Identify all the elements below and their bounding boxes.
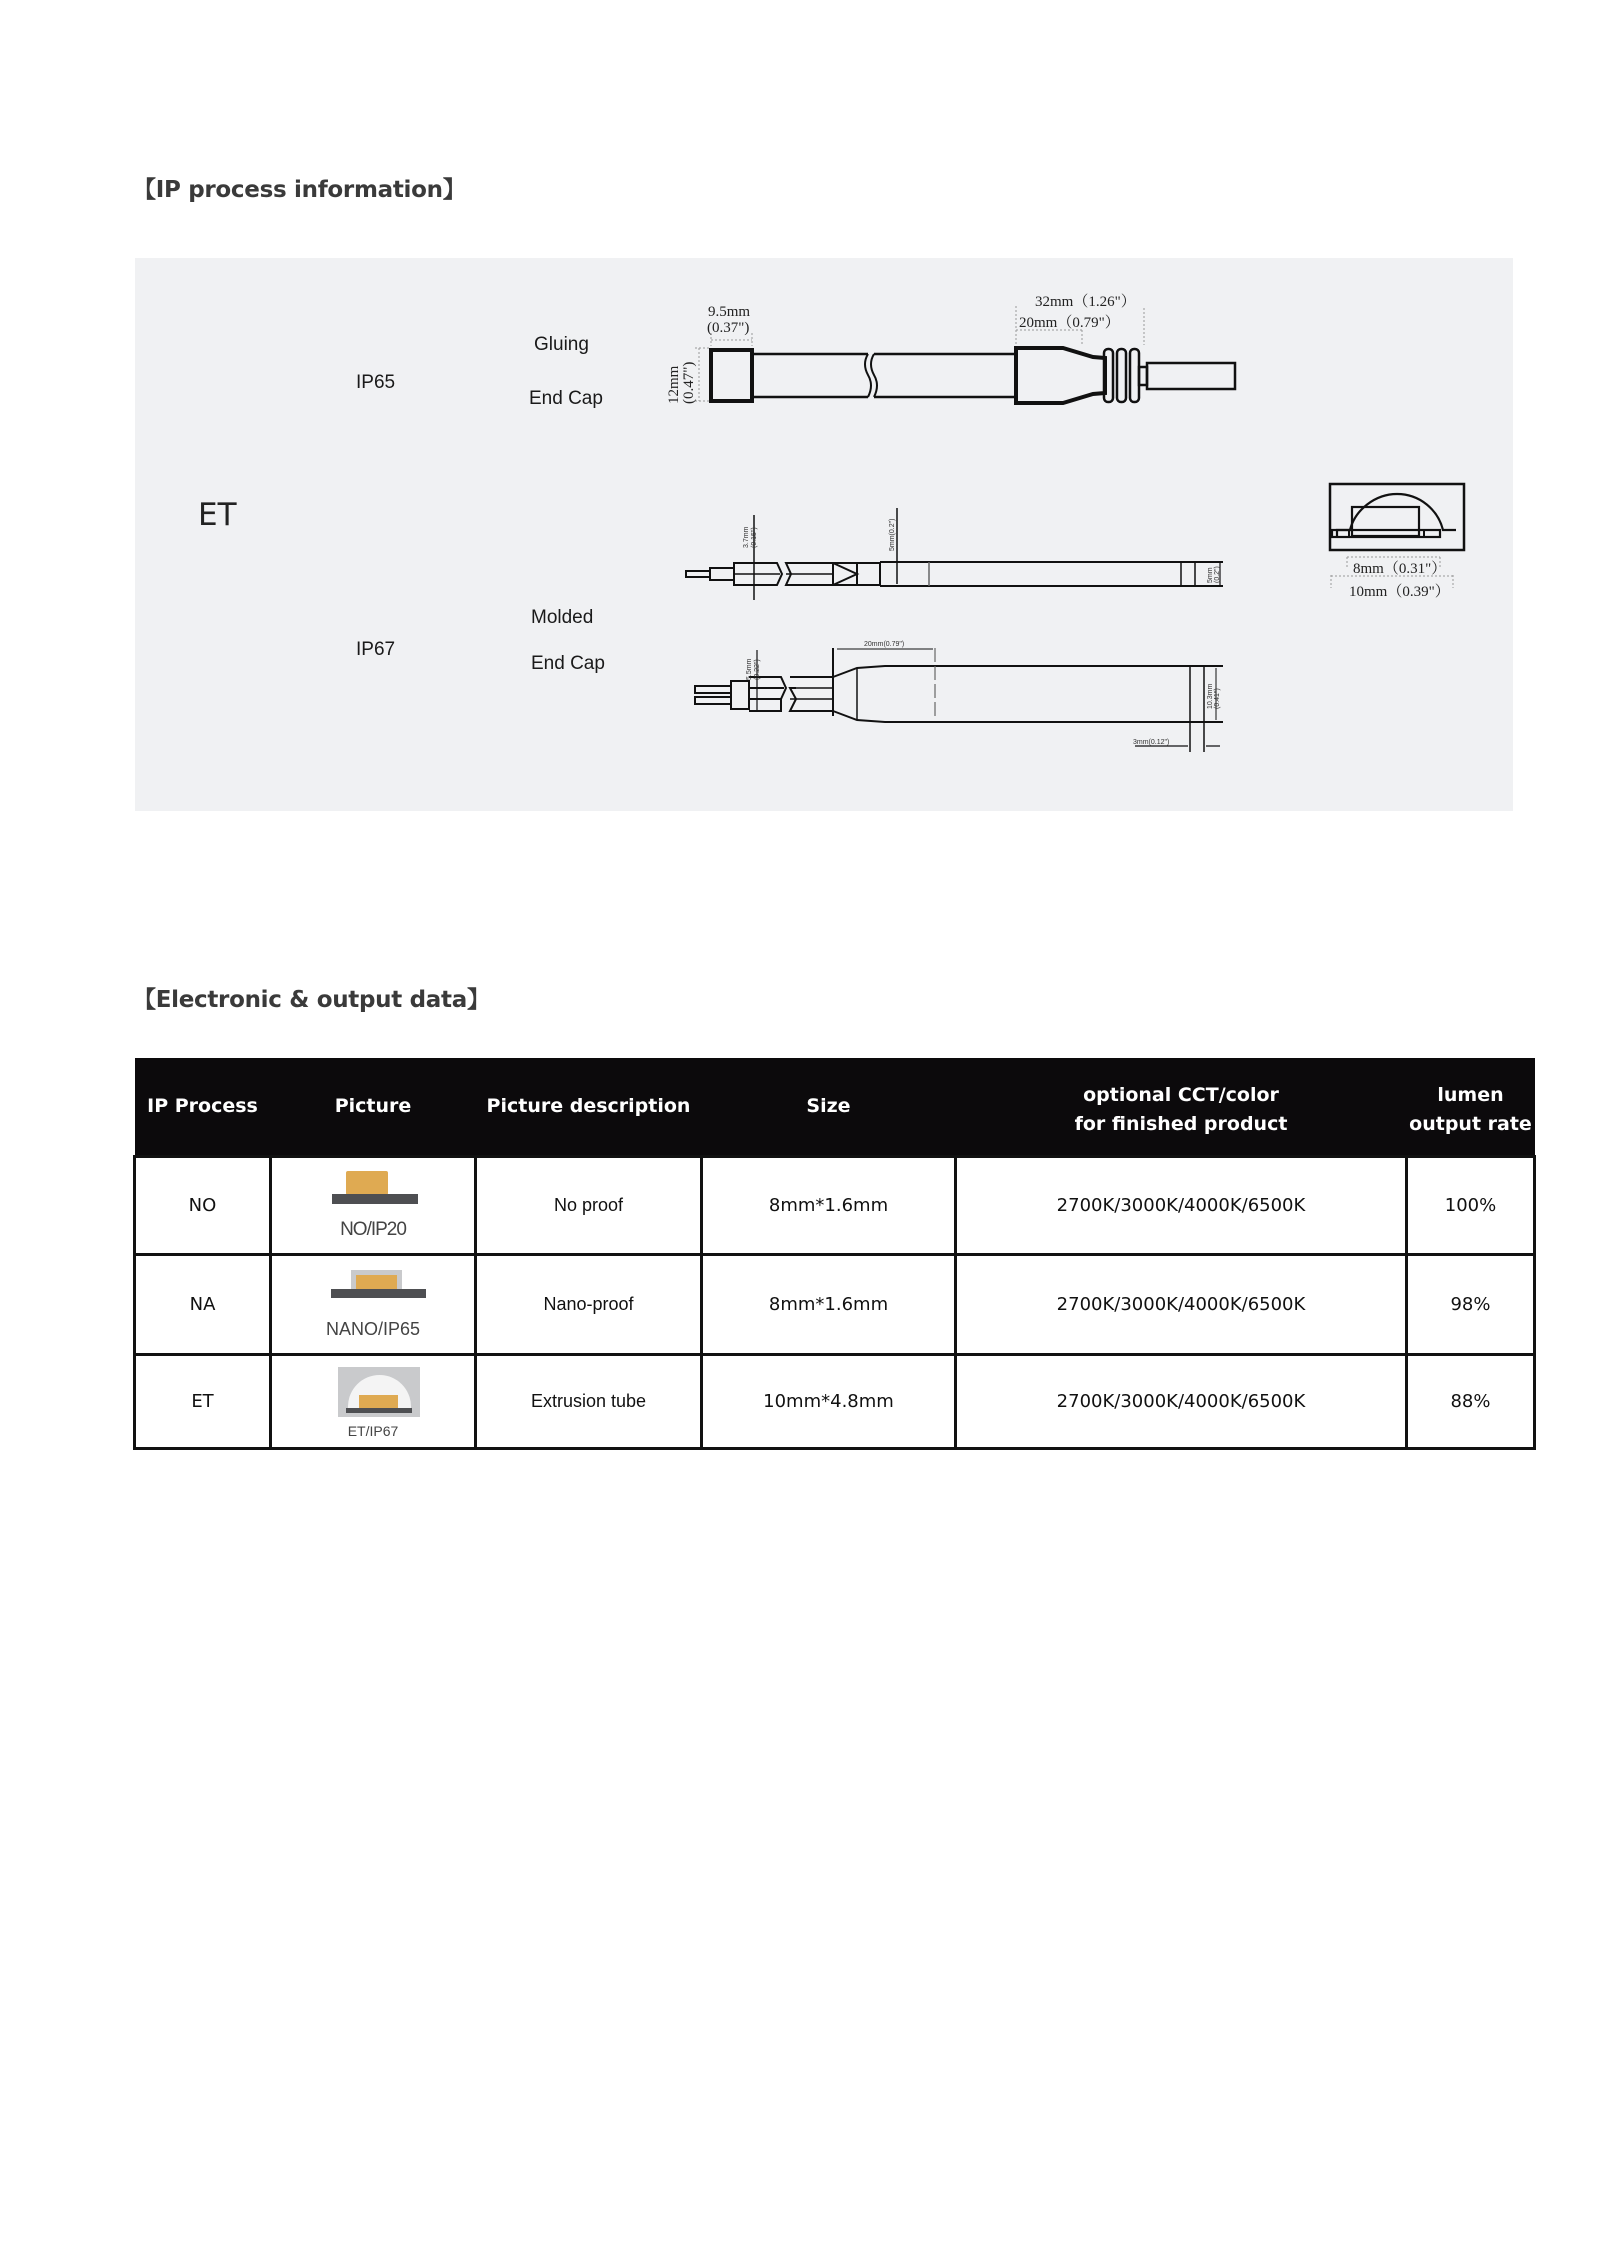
- electronic-output-table: [133, 1058, 1536, 1450]
- dim-cap-width: 9.5mm: [708, 304, 751, 320]
- dim-end-height-a-in: (0.2"): [1214, 566, 1221, 583]
- dim-end-length-b: 3mm(0.12"): [1133, 739, 1170, 746]
- dim-cable-a-in: (0.15"): [751, 527, 758, 548]
- picture-label: ET/IP67: [347, 1423, 399, 1439]
- ip67-method-line2: End Cap: [531, 653, 605, 674]
- dim-cable-b: 5.5mm: [746, 658, 753, 680]
- dim-cap-length-b: 20mm(0.79"): [864, 641, 905, 648]
- header-picture-description: Picture description: [476, 1058, 702, 1157]
- header-ip-process: IP Process: [135, 1058, 271, 1157]
- cell-picture: [271, 1255, 476, 1355]
- dim-cap-width-in: (0.37"): [707, 320, 750, 336]
- cell-description: No proof: [476, 1157, 702, 1255]
- dim-cable-a: 3.7mm: [743, 526, 750, 548]
- dim-cap-height-in: (0.47"): [681, 361, 697, 404]
- ip67-method-line1: Molded: [531, 607, 594, 628]
- cell-cct: 2700K/3000K/4000K/6500K: [956, 1255, 1407, 1355]
- cell-cct: 2700K/3000K/4000K/6500K: [956, 1355, 1407, 1449]
- dim-outer-width: 10mm（0.39"）: [1349, 584, 1450, 600]
- dim-end-height-a: 5mm: [1207, 567, 1214, 583]
- dim-height-mark-a: 5mm(0.2"): [889, 518, 896, 551]
- dim-cap-height: 12mm: [666, 365, 682, 404]
- cell-size: 10mm*4.8mm: [702, 1355, 956, 1449]
- table-row: [135, 1255, 1535, 1355]
- cell-description: Nano-proof: [476, 1255, 702, 1355]
- ip65-label: IP65: [356, 372, 396, 393]
- cell-picture: [271, 1157, 476, 1255]
- cell-size: 8mm*1.6mm: [702, 1157, 956, 1255]
- dim-connector-total: 32mm（1.26"）: [1035, 294, 1136, 310]
- header-lumen-output-rate: lumen output rate: [1407, 1058, 1535, 1157]
- cell-cct: 2700K/3000K/4000K/6500K: [956, 1157, 1407, 1255]
- table-row: [135, 1355, 1535, 1449]
- dim-height-b: 10.3mm: [1207, 683, 1214, 709]
- picture-label: NO/IP20: [340, 1219, 406, 1240]
- cell-ip-process: NA: [135, 1255, 271, 1355]
- ip67-molded-endcap-drawing-b: [695, 648, 1223, 752]
- header-size: Size: [702, 1058, 956, 1157]
- ip65-gluing-endcap-drawing: [695, 306, 1235, 403]
- ip67-molded-endcap-drawing-a: [686, 508, 1223, 600]
- cell-picture: [271, 1355, 476, 1449]
- dim-height-b-in: (0.41"): [1214, 688, 1221, 709]
- dim-connector-body: 20mm（0.79"）: [1019, 315, 1120, 331]
- header-optional-cct: optional CCT/color for finished product: [956, 1058, 1407, 1157]
- led-nano-coating-icon: [298, 1262, 448, 1342]
- header-picture: Picture: [271, 1058, 476, 1157]
- table-row: [135, 1157, 1535, 1255]
- led-extrusion-tube-icon: [298, 1359, 448, 1439]
- cell-lumen: 100%: [1407, 1157, 1535, 1255]
- dim-inner-width: 8mm（0.31"）: [1353, 561, 1447, 577]
- ip65-method-line2: End Cap: [529, 388, 603, 409]
- cell-lumen: 98%: [1407, 1255, 1535, 1355]
- dim-cable-b-in: (0.22"): [754, 659, 761, 680]
- table-header-row: [135, 1058, 1535, 1157]
- ip65-method-line1: Gluing: [534, 334, 589, 355]
- ip67-label: IP67: [356, 639, 396, 660]
- cell-description: Extrusion tube: [476, 1355, 702, 1449]
- cell-ip-process: ET: [135, 1355, 271, 1449]
- picture-label: NANO/IP65: [325, 1319, 421, 1339]
- cell-ip-process: NO: [135, 1157, 271, 1255]
- technical-drawings: [0, 0, 1600, 830]
- section-title-electronic-output: 【Electronic & output data】: [133, 987, 490, 1013]
- cell-size: 8mm*1.6mm: [702, 1255, 956, 1355]
- section-title-ip-process: 【IP process information】: [133, 177, 466, 203]
- cell-lumen: 88%: [1407, 1355, 1535, 1449]
- type-label-et: ET: [198, 497, 237, 533]
- led-no-coating-icon: [298, 1163, 448, 1243]
